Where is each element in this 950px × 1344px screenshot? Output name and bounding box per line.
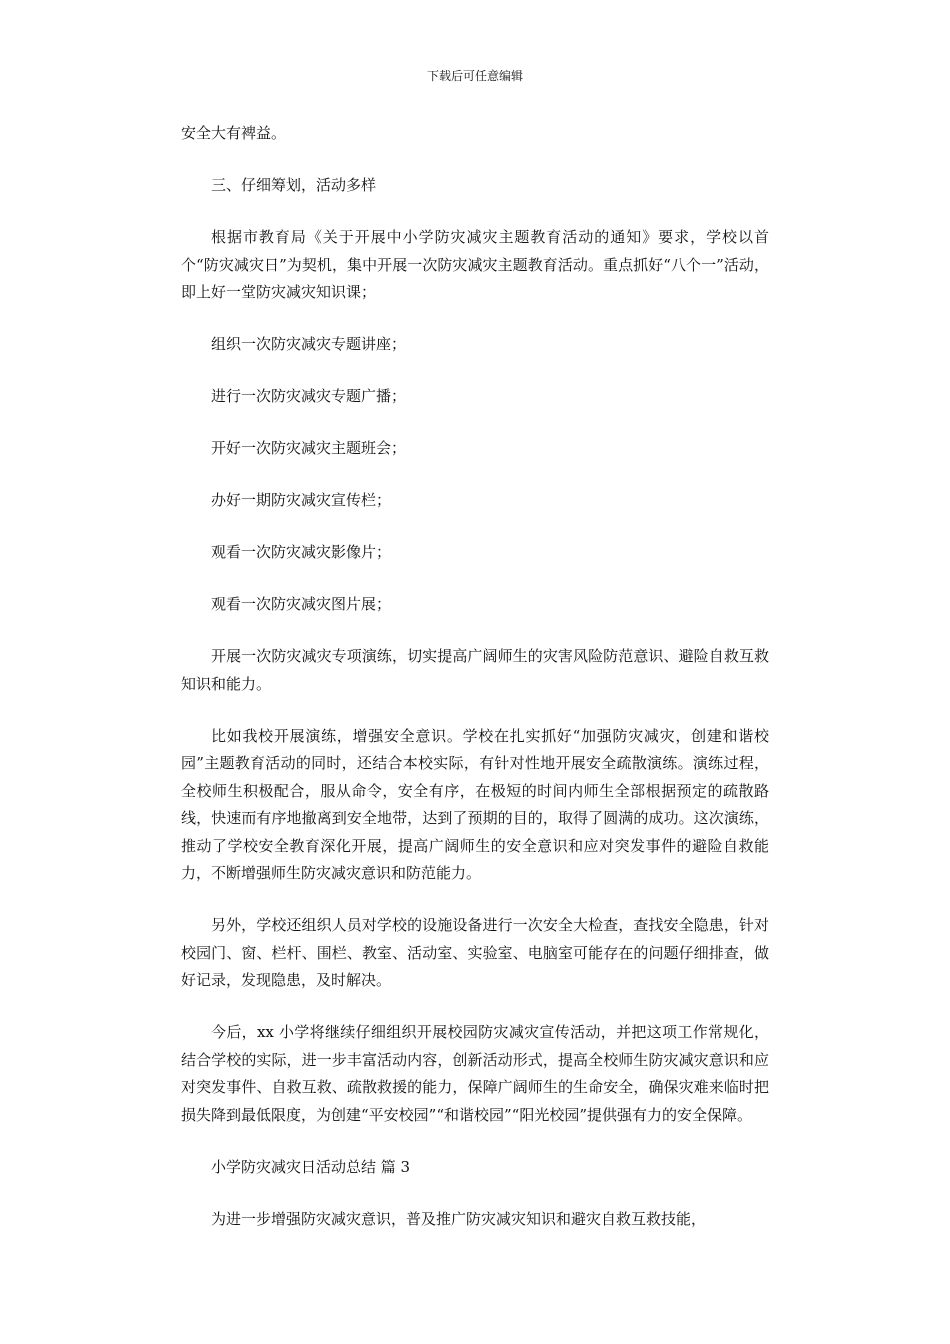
paragraph: 开展一次防灾减灾专项演练，切实提高广阔师生的灾害风险防范意识、避险自救互救知识和能力。 bbox=[181, 647, 769, 693]
section-heading: 三、仔细筹划，活动多样 bbox=[211, 176, 377, 194]
paragraph: 为进一步增强防灾减灾意识，普及推广防灾减灾知识和避灾自救互救技能， bbox=[211, 1209, 707, 1228]
page-header: 下载后可任意编辑 bbox=[426, 69, 523, 83]
list-item: 开好一次防灾减灾主题班会； bbox=[211, 439, 407, 457]
paragraph: 今后，xx 小学将继续仔细组织开展校园防灾减灾宣传活动，并把这项工作常规化，结合学校的实际，进一步丰富活动内容，创新活动形式，提高全校师生防灾减灾意识和应对突发事件、自救互救、疏散救援的能力，保障广阔师生的生命安全，确保灾难来临时把损失降到最低限度，为创建“平安校园”“和谐校园”“阳光校园”提供强有力的安全保障。 bbox=[181, 1023, 769, 1124]
paragraph-continuation: 安全大有裨益。 bbox=[181, 124, 287, 142]
list-item: 观看一次防灾减灾影像片； bbox=[211, 543, 392, 561]
list-item: 进行一次防灾减灾专题广播； bbox=[211, 387, 407, 405]
list-item: 办好一期防灾减灾宣传栏； bbox=[211, 491, 392, 509]
list-item: 观看一次防灾减灾图片展； bbox=[211, 595, 392, 613]
list-item: 组织一次防灾减灾专题讲座； bbox=[211, 335, 407, 353]
document-body bbox=[181, 120, 769, 1233]
paragraph: 根据市教育局《关于开展中小学防灾减灾主题教育活动的通知》要求，学校以首个“防灾减灾日”为契机，集中开展一次防灾减灾主题教育活动。重点抓好“八个一”活动，即上好一堂防灾减灾知识课； bbox=[181, 228, 769, 301]
paragraph: 比如我校开展演练，增强安全意识。学校在扎实抓好“加强防灾减灾，创建和谐校园”主题教育活动的同时，还结合本校实际，有针对性地开展安全疏散演练。演练过程，全校师生积极配合，服从命令，安全有序，在极短的时间内师生全部根据预定的疏散路线，快速而有序地撤离到安全地带，达到了预期的目的，取得了圆满的成功。这次演练，推动了学校安全教育深化开展，提高广阔师生的安全意识和应对突发事件的避险自救能力，不断增强师生防灾减灾意识和防范能力。 bbox=[181, 726, 769, 882]
paragraph: 另外，学校还组织人员对学校的设施设备进行一次安全大检查，查找安全隐患，针对校园门、窗、栏杆、围栏、教室、活动室、实验室、电脑室可能存在的问题仔细排查，做好记录，发现隐患，及时解决。 bbox=[181, 916, 769, 989]
article-title: 小学防灾减灾日活动总结 篇 3 bbox=[211, 1157, 411, 1176]
